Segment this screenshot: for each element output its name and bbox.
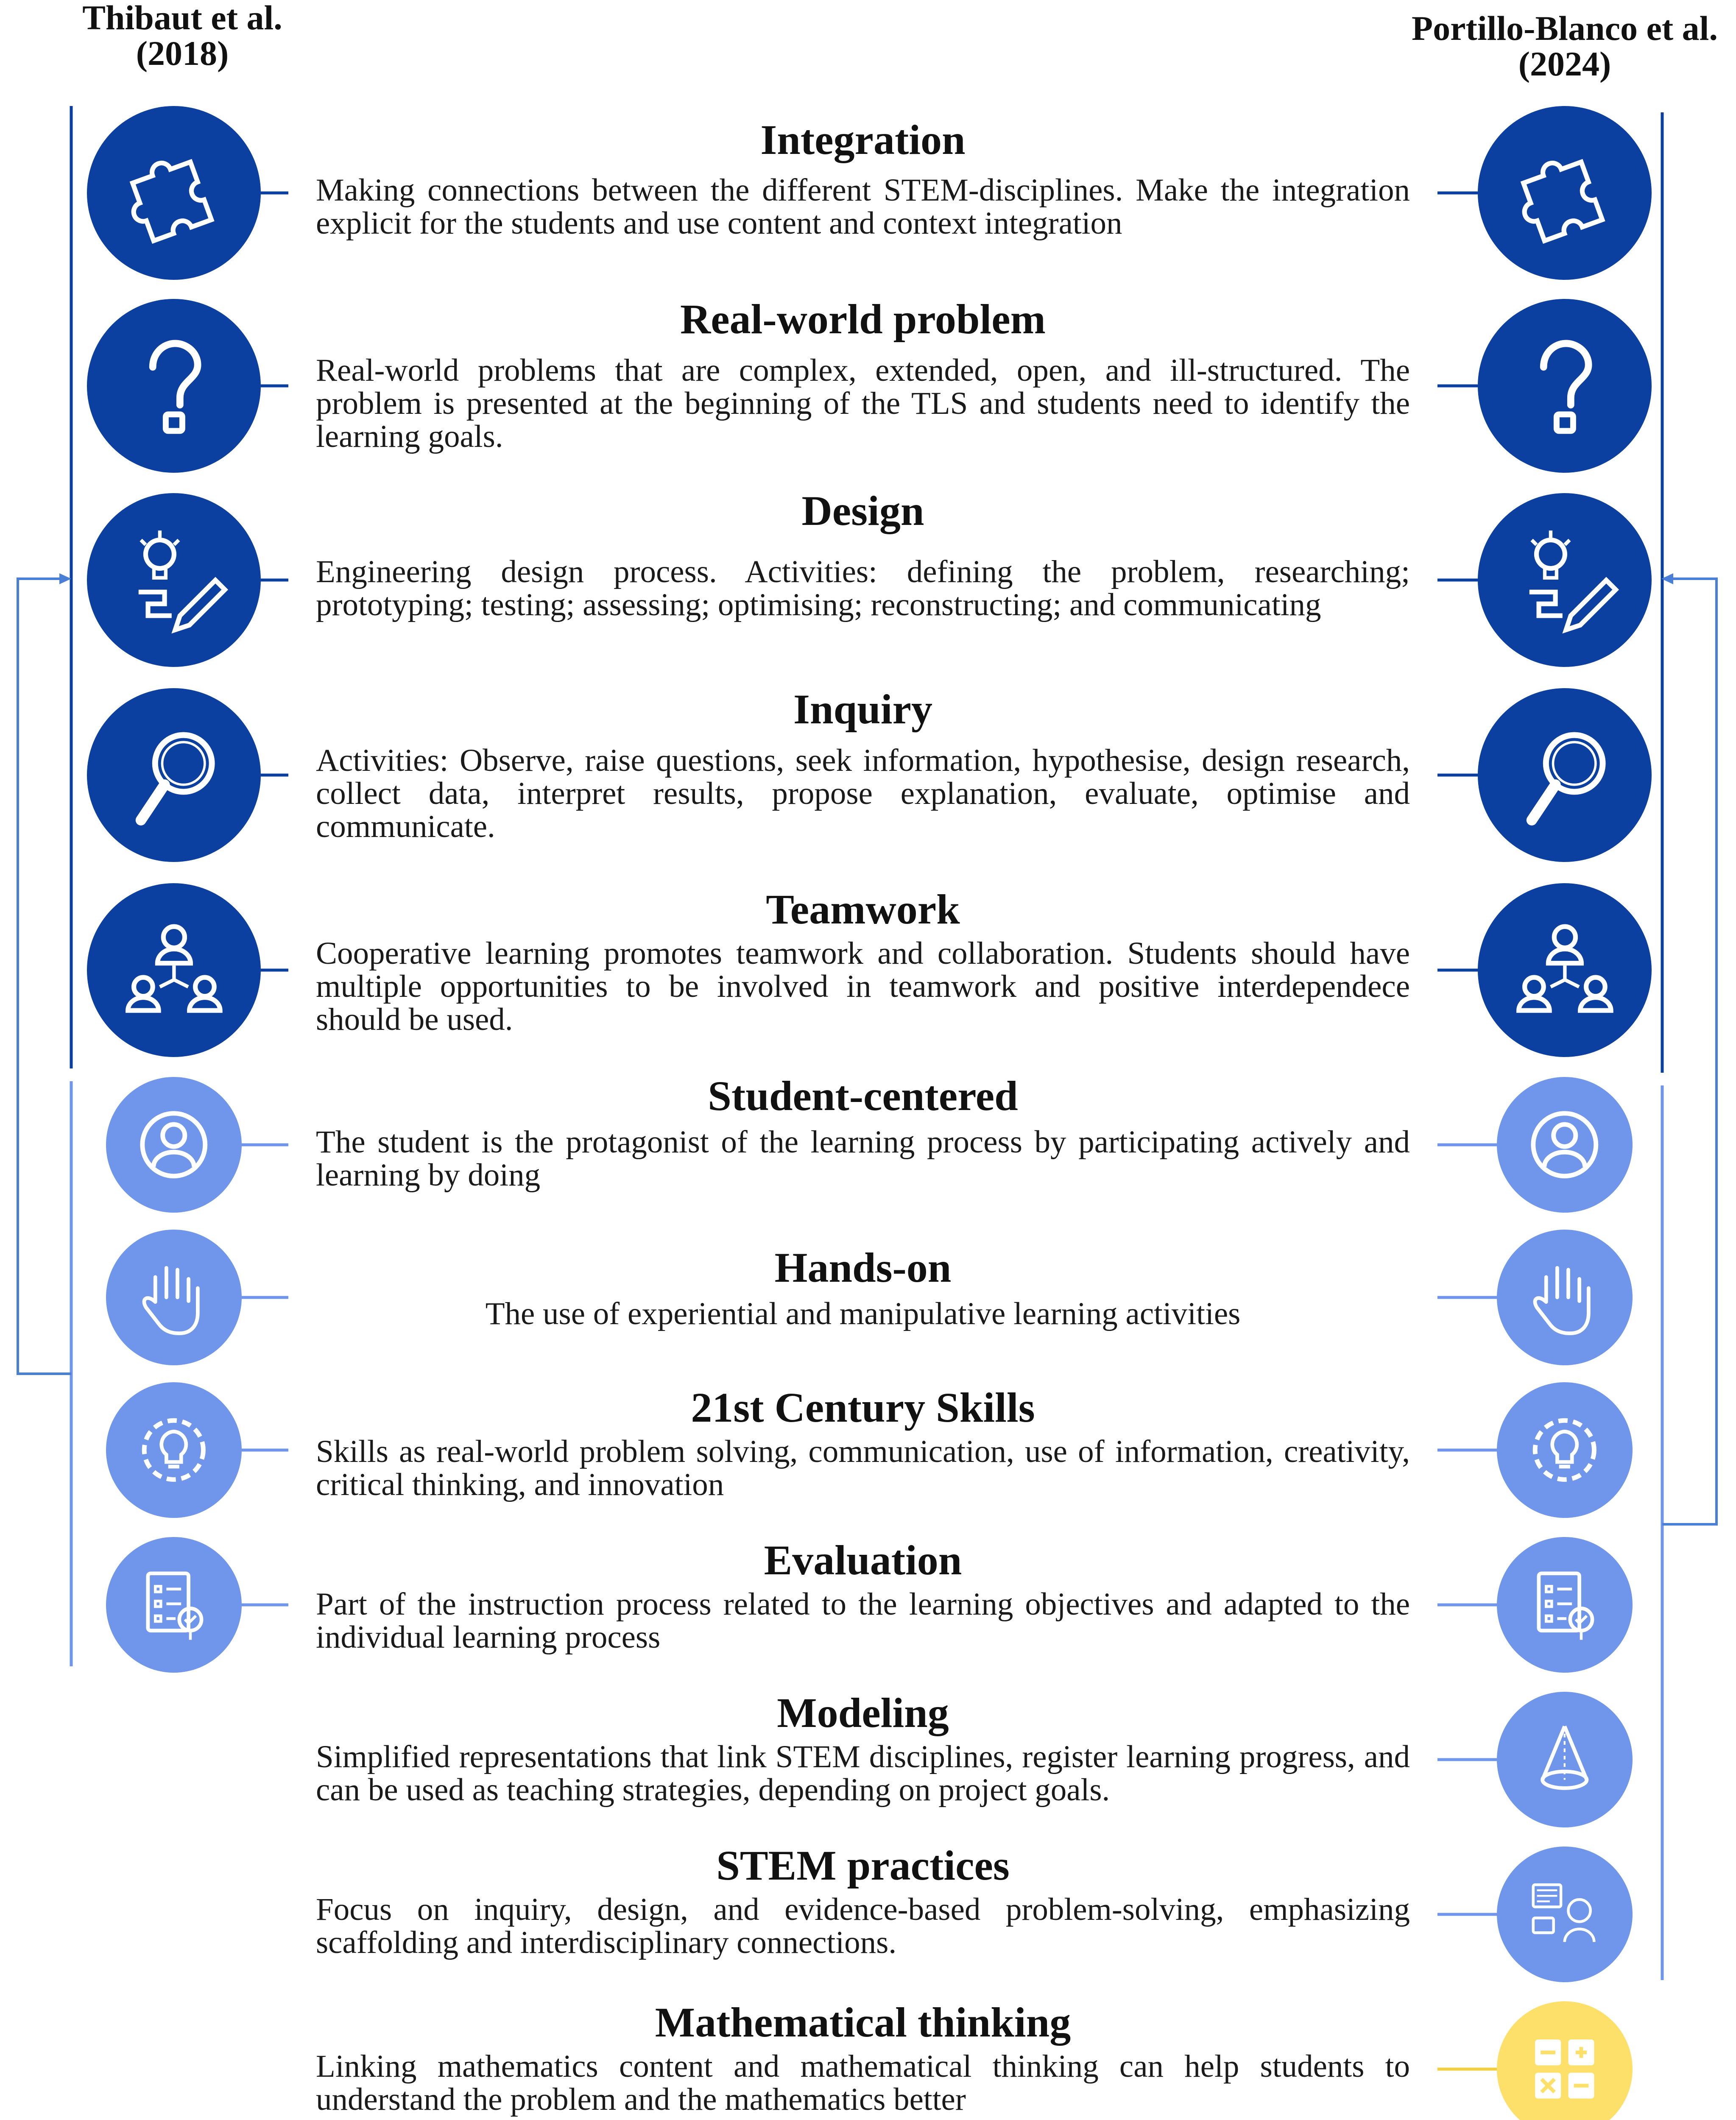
magnifier-icon	[1478, 688, 1652, 862]
left-header-year: (2018)	[136, 34, 229, 73]
left-header-authors: Thibaut et al.	[82, 0, 282, 37]
design-pencil-icon	[1478, 493, 1652, 667]
item-description: Skills as real-world problem solving, communication, use of information, creativity, critical thinking, and innovation	[316, 1434, 1410, 1502]
magnifier-icon	[87, 688, 261, 862]
design-pencil-icon	[87, 493, 261, 667]
left-feedback-arrow-line	[18, 579, 71, 1374]
cone-icon	[1497, 1692, 1633, 1827]
item-description: Linking mathematics content and mathematical thinking can help students to understand the problem and the mathematics better	[316, 2049, 1410, 2117]
gear-bulb-icon	[1497, 1382, 1633, 1518]
item-title: Student-centered	[708, 1072, 1018, 1119]
gear-bulb-icon	[106, 1382, 242, 1518]
team-icon	[1478, 883, 1652, 1057]
right-header-year: (2024)	[1518, 45, 1611, 83]
item-title: Real-world problem	[680, 296, 1046, 343]
item-title: Hands-on	[774, 1244, 952, 1291]
item-description: Engineering design process. Activities: defining the problem, researching; prototyping; testing; assessing; optimising; reconstructing; and communicating	[316, 554, 1410, 622]
puzzle-icon	[87, 106, 261, 280]
question-icon	[1478, 299, 1652, 473]
item-title: Mathematical thinking	[655, 1999, 1071, 2046]
item-description: Activities: Observe, raise questions, seek information, hypothesise, design research, collect data, interpret results, propose explanation, evaluate, optimise and communicate.	[316, 743, 1410, 844]
item-title: 21st Century Skills	[691, 1384, 1035, 1431]
question-icon	[87, 299, 261, 473]
item-description: Simplified representations that link STEM disciplines, register learning progress, and can be used as teaching strategies, depending on project goals.	[316, 1739, 1410, 1808]
hand-icon	[106, 1230, 242, 1365]
hand-icon	[1497, 1230, 1633, 1365]
item-title: Design	[801, 487, 924, 534]
item-description: Part of the instruction process related to the learning objectives and adapted to the individual learning process	[316, 1587, 1410, 1655]
item-title: Modeling	[777, 1689, 949, 1736]
student-icon	[106, 1077, 242, 1213]
item-title: Integration	[760, 116, 966, 163]
puzzle-icon	[1478, 106, 1652, 280]
item-description: Real-world problems that are complex, extended, open, and ill-structured. The problem is presented at the beginning of the TLS and students need to identify the learning goals.	[316, 353, 1410, 454]
right-header-authors: Portillo-Blanco et al.	[1412, 9, 1718, 47]
checklist-icon	[106, 1537, 242, 1673]
item-title: Inquiry	[793, 686, 932, 733]
left-feedback-arrowhead	[59, 573, 71, 584]
item-description: Making connections between the different STEM-disciplines. Make the integration explicit for the students and use content and context integration	[316, 173, 1410, 241]
item-title: Teamwork	[766, 886, 960, 933]
item-title: STEM practices	[716, 1842, 1010, 1889]
student-icon	[1497, 1077, 1633, 1213]
item-description: Focus on inquiry, design, and evidence-based problem-solving, emphasizing scaffolding and interdisciplinary connections.	[316, 1892, 1410, 1960]
item-title: Evaluation	[764, 1537, 962, 1584]
stem-practices-icon	[1497, 1847, 1633, 1982]
team-icon	[87, 883, 261, 1057]
checklist-icon	[1497, 1537, 1633, 1673]
right-feedback-arrow-line	[1662, 579, 1716, 1524]
item-description: The student is the protagonist of the learning process by participating actively and learning by doing	[316, 1124, 1410, 1193]
item-description: Cooperative learning promotes teamwork and collaboration. Students should have multiple opportunities to be involved in teamwork and positive interdependece should be used.	[316, 936, 1410, 1037]
item-description: The use of experiential and manipulative learning activities	[485, 1296, 1241, 1331]
